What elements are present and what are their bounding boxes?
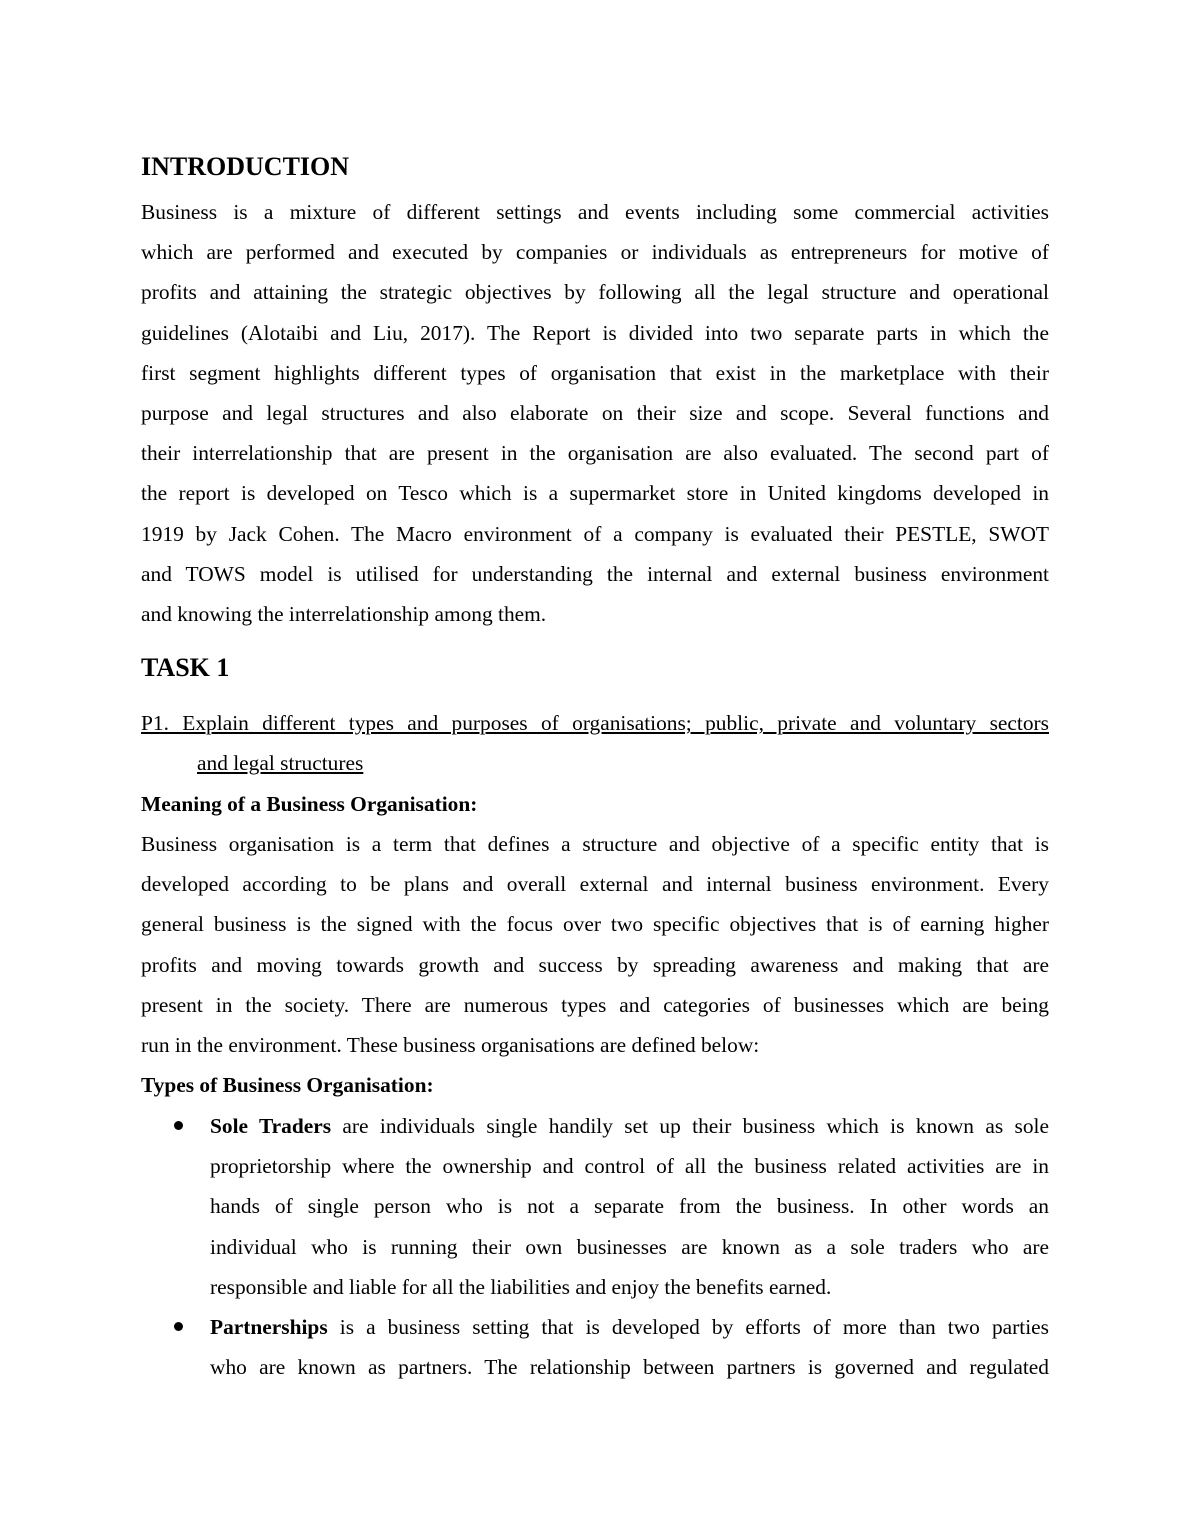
types-heading: Types of Business Organisation: <box>141 1073 434 1097</box>
text-line: first segment highlights different types of organisation that exist in the marketplace with their <box>141 360 1049 385</box>
text-line: Business organisation is a term that defines a structure and objective of a specific entity that is <box>141 832 1049 856</box>
text-line: proprietorship where the ownership and control of all the business related activities are in <box>210 1154 1049 1179</box>
text-line: guidelines (Alotaibi and Liu, 2017). The Report is divided into two separate parts in which the <box>141 320 1049 345</box>
text-line: their interrelationship that are present in the organisation are also evaluated. The second part of <box>141 441 1049 466</box>
text-line: developed according to be plans and overall external and internal business environment. Every <box>141 872 1049 897</box>
text-line: who are known as partners. The relationship between partners is governed and regulated <box>210 1355 1049 1380</box>
p1-line: P1. Explain different types and purposes of organisations; public, private and voluntary sectors <box>141 711 1049 735</box>
meaning-heading: Meaning of a Business Organisation: <box>141 792 478 816</box>
text-line: individual who is running their own businesses are known as a sole traders who are <box>210 1234 1049 1259</box>
text-line: and knowing the interrelationship among them. <box>141 601 547 626</box>
task1-heading: TASK 1 <box>141 653 230 682</box>
p1-line: and legal structures <box>197 751 364 776</box>
text-line: 1919 by Jack Cohen. The Macro environment of a company is evaluated their PESTLE, SWOT <box>141 521 1049 546</box>
bullet-text: is a business setting that is developed by efforts of more than two parties <box>327 1315 1049 1339</box>
text-line: general business is the signed with the focus over two specific objectives that is of earning higher <box>141 912 1049 937</box>
p1-subheading <box>141 703 1049 783</box>
bullet-partnerships <box>210 1307 1049 1387</box>
text-line: profits and moving towards growth and success by spreading awareness and making that are <box>141 952 1049 977</box>
bullet-term: Partnerships <box>210 1315 328 1339</box>
bullet-term: Sole Traders <box>210 1114 332 1138</box>
introduction-paragraph <box>141 192 1049 634</box>
text-line: present in the society. There are numerous types and categories of businesses which are being <box>141 992 1049 1017</box>
text-line: profits and attaining the strategic objectives by following all the legal structure and operational <box>141 280 1049 305</box>
meaning-paragraph <box>141 824 1049 1065</box>
text-line: run in the environment. These business organisations are defined below: <box>141 1032 760 1057</box>
bullet-sole-traders <box>210 1106 1049 1307</box>
bullet-icon <box>174 1121 183 1130</box>
text-line: responsible and liable for all the liabilities and enjoy the benefits earned. <box>210 1274 832 1299</box>
bullet-icon <box>174 1322 183 1331</box>
text-line: and TOWS model is utilised for understanding the internal and external business environment <box>141 561 1049 586</box>
bullet-text: are individuals single handily set up their business which is known as sole <box>331 1114 1049 1138</box>
text-line: which are performed and executed by companies or individuals as entrepreneurs for motive of <box>141 240 1049 265</box>
text-line: purpose and legal structures and also elaborate on their size and scope. Several functions and <box>141 400 1049 425</box>
text-line: Business is a mixture of different settings and events including some commercial activities <box>141 200 1049 224</box>
introduction-heading: INTRODUCTION <box>141 152 350 181</box>
text-line: the report is developed on Tesco which is a supermarket store in United kingdoms developed in <box>141 481 1049 506</box>
text-line: hands of single person who is not a separate from the business. In other words an <box>210 1194 1049 1219</box>
